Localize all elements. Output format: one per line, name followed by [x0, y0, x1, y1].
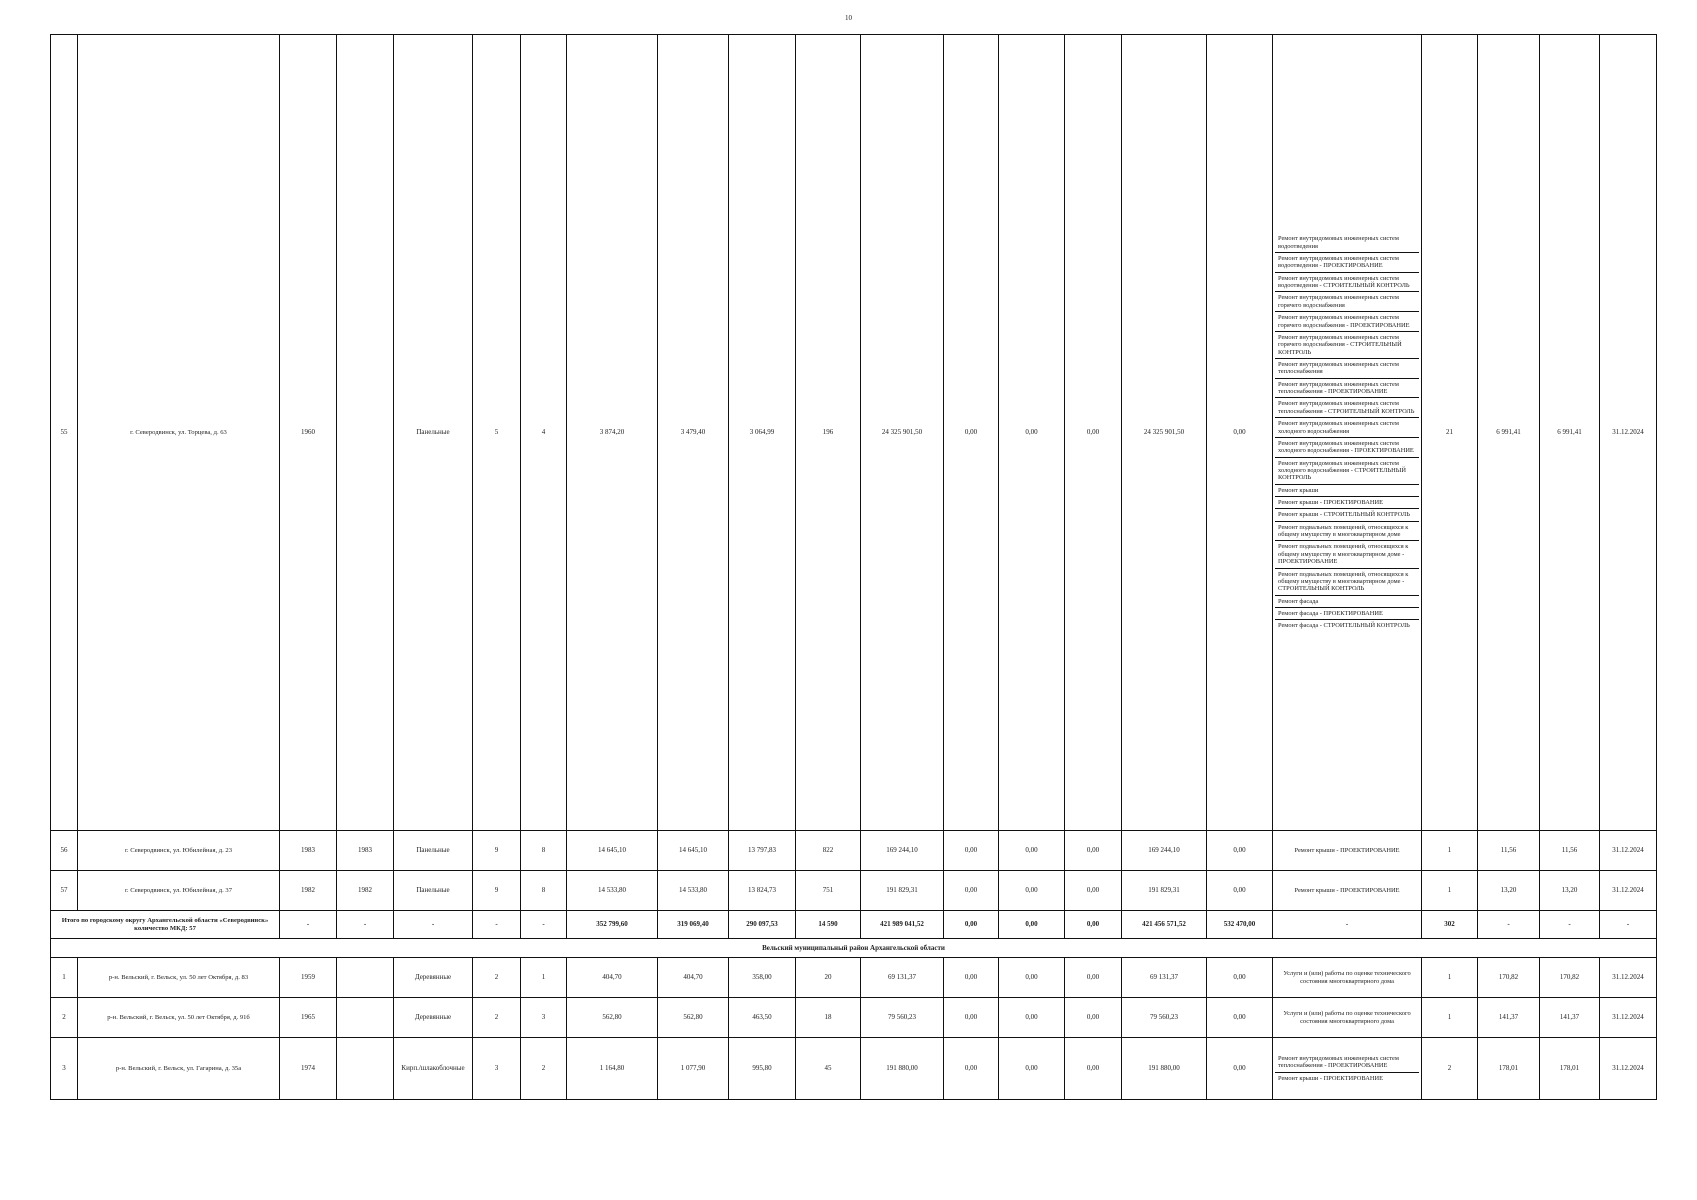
work-item: Услуги и (или) работы по оценке технического состояния многоквартирного дома — [1273, 958, 1422, 998]
fund-regional-cell: 0,00 — [999, 831, 1065, 871]
deadline-cell: 31.12.2024 — [1600, 35, 1657, 831]
unit-cost-cell: 13,20 — [1478, 871, 1540, 911]
address-cell: р-н. Вельский, г. Вельск, ул. 50 лет Октября, д. 83 — [78, 958, 280, 998]
fund-other-cell: 0,00 — [1207, 831, 1273, 871]
entrances-cell: 2 — [521, 1038, 567, 1100]
table-row — [51, 1038, 1657, 1100]
fund-owners-cell: 191 880,00 — [1122, 1038, 1207, 1100]
cost-total-cell: 191 829,31 — [861, 871, 944, 911]
work-item: Ремонт внутридомовых инженерных систем холодного водоснабжения - СТРОИТЕЛЬНЫЙ КОНТРОЛЬ — [1275, 458, 1419, 485]
placeholder-dash: - — [473, 911, 521, 939]
fund-other-cell: 0,00 — [1207, 998, 1273, 1038]
table-row — [51, 35, 1657, 831]
max-cost-cell: 11,56 — [1540, 831, 1600, 871]
fund-federal-cell: 0,00 — [944, 911, 999, 939]
premises-area-cell: 319 069,40 — [658, 911, 729, 939]
fund-local-cell: 0,00 — [1065, 35, 1122, 831]
fund-local-cell: 0,00 — [1065, 1038, 1122, 1100]
fund-local-cell: 0,00 — [1065, 871, 1122, 911]
walls-material-cell: Панельные — [394, 35, 473, 831]
walls-material-cell: Деревянные — [394, 998, 473, 1038]
address-cell: г. Северодвинск, ул. Торцева, д. 63 — [78, 35, 280, 831]
walls-material-cell: Панельные — [394, 871, 473, 911]
floors-cell: 9 — [473, 871, 521, 911]
table-row — [51, 998, 1657, 1038]
year-built-cell: 1959 — [280, 958, 337, 998]
total-area-cell: 404,70 — [567, 958, 658, 998]
fund-other-cell: 0,00 — [1207, 958, 1273, 998]
entrances-cell: 3 — [521, 998, 567, 1038]
year-reconstruction-cell — [337, 958, 394, 998]
fund-owners-cell: 24 325 901,50 — [1122, 35, 1207, 831]
premises-area-cell: 562,80 — [658, 998, 729, 1038]
residents-cell: 751 — [796, 871, 861, 911]
residents-cell: 45 — [796, 1038, 861, 1100]
work-item: Ремонт подвальных помещений, относящихся к общему имуществу в многоквартирном доме — [1275, 522, 1419, 542]
repair-program-table — [50, 34, 1657, 1100]
work-item: Ремонт внутридомовых инженерных систем водоотведения - ПРОЕКТИРОВАНИЕ — [1275, 253, 1419, 273]
work-item: Ремонт крыши — [1275, 485, 1419, 497]
address-cell: р-н. Вельский, г. Вельск, ул. Гагарина, д. 35а — [78, 1038, 280, 1100]
region-title: Вельский муниципальный район Архангельской области — [51, 939, 1657, 958]
fund-federal-cell: 0,00 — [944, 998, 999, 1038]
work-item: Ремонт внутридомовых инженерных систем теплоснабжения — [1275, 359, 1419, 379]
residents-cell: 196 — [796, 35, 861, 831]
work-count-cell: 1 — [1422, 998, 1478, 1038]
year-reconstruction-cell: 1983 — [337, 831, 394, 871]
living-area-cell: 995,80 — [729, 1038, 796, 1100]
row-number: 57 — [51, 871, 78, 911]
total-area-cell: 14 533,80 — [567, 871, 658, 911]
row-number: 3 — [51, 1038, 78, 1100]
premises-area-cell: 1 077,90 — [658, 1038, 729, 1100]
placeholder-dash: - — [1478, 911, 1540, 939]
works-list — [1275, 233, 1419, 631]
work-item: Ремонт внутридомовых инженерных систем водоотведения — [1275, 233, 1419, 253]
year-reconstruction-cell — [337, 1038, 394, 1100]
work-item: Ремонт внутридомовых инженерных систем теплоснабжения - ПРОЕКТИРОВАНИЕ — [1275, 379, 1419, 399]
work-item: Ремонт крыши - ПРОЕКТИРОВАНИЕ — [1275, 497, 1419, 509]
work-item: Ремонт внутридомовых инженерных систем теплоснабжения - СТРОИТЕЛЬНЫЙ КОНТРОЛЬ — [1275, 398, 1419, 418]
cost-total-cell: 24 325 901,50 — [861, 35, 944, 831]
residents-cell: 18 — [796, 998, 861, 1038]
total-area-cell: 1 164,80 — [567, 1038, 658, 1100]
premises-area-cell: 404,70 — [658, 958, 729, 998]
max-cost-cell: 178,01 — [1540, 1038, 1600, 1100]
fund-other-cell: 0,00 — [1207, 871, 1273, 911]
year-reconstruction-cell — [337, 998, 394, 1038]
max-cost-cell: 170,82 — [1540, 958, 1600, 998]
table-row — [51, 871, 1657, 911]
max-cost-cell: 13,20 — [1540, 871, 1600, 911]
fund-regional-cell: 0,00 — [999, 958, 1065, 998]
fund-regional-cell: 0,00 — [999, 35, 1065, 831]
walls-material-cell: Кирп./шлакоблочные — [394, 1038, 473, 1100]
deadline-cell: 31.12.2024 — [1600, 831, 1657, 871]
work-item: Ремонт фасада - СТРОИТЕЛЬНЫЙ КОНТРОЛЬ — [1278, 622, 1410, 630]
unit-cost-cell: 178,01 — [1478, 1038, 1540, 1100]
work-item: Ремонт внутридомовых инженерных систем горячего водоснабжения — [1275, 292, 1419, 312]
work-count-cell: 2 — [1422, 1038, 1478, 1100]
placeholder-dash: - — [1273, 911, 1422, 939]
work-item: Ремонт фасада — [1275, 596, 1419, 608]
cost-total-cell: 169 244,10 — [861, 831, 944, 871]
premises-area-cell: 14 645,10 — [658, 831, 729, 871]
works-list — [1275, 1053, 1419, 1084]
works-list-cell — [1273, 35, 1422, 831]
year-built-cell: 1983 — [280, 831, 337, 871]
fund-other-cell: 532 470,00 — [1207, 911, 1273, 939]
fund-other-cell: 0,00 — [1207, 1038, 1273, 1100]
fund-federal-cell: 0,00 — [944, 958, 999, 998]
placeholder-dash: - — [1600, 911, 1657, 939]
placeholder-dash: - — [280, 911, 337, 939]
row-number: 2 — [51, 998, 78, 1038]
max-cost-cell: 6 991,41 — [1540, 35, 1600, 831]
premises-area-cell: 14 533,80 — [658, 871, 729, 911]
cost-total-cell: 421 989 041,52 — [861, 911, 944, 939]
fund-owners-cell: 191 829,31 — [1122, 871, 1207, 911]
work-item: Ремонт внутридомовых инженерных систем холодного водоснабжения — [1275, 418, 1419, 438]
work-item: Ремонт внутридомовых инженерных систем холодного водоснабжения - ПРОЕКТИРОВАНИЕ — [1275, 438, 1419, 458]
work-count-cell: 302 — [1422, 911, 1478, 939]
total-row — [51, 911, 1657, 939]
floors-cell: 2 — [473, 998, 521, 1038]
living-area-cell: 13 797,83 — [729, 831, 796, 871]
living-area-cell: 3 064,99 — [729, 35, 796, 831]
fund-other-cell: 0,00 — [1207, 35, 1273, 831]
placeholder-dash: - — [521, 911, 567, 939]
cost-total-cell: 191 880,00 — [861, 1038, 944, 1100]
total-area-cell: 14 645,10 — [567, 831, 658, 871]
work-item: Ремонт крыши - ПРОЕКТИРОВАНИЕ — [1278, 1074, 1384, 1082]
work-item: Ремонт подвальных помещений, относящихся к общему имуществу в многоквартирном доме - ПРОЕКТИРОВАНИЕ — [1275, 541, 1419, 568]
deadline-cell: 31.12.2024 — [1600, 998, 1657, 1038]
page-number: 10 — [845, 14, 852, 22]
entrances-cell: 4 — [521, 35, 567, 831]
fund-regional-cell: 0,00 — [999, 998, 1065, 1038]
work-item: Ремонт крыши - СТРОИТЕЛЬНЫЙ КОНТРОЛЬ — [1275, 509, 1419, 521]
placeholder-dash: - — [1540, 911, 1600, 939]
fund-local-cell: 0,00 — [1065, 911, 1122, 939]
floors-cell: 2 — [473, 958, 521, 998]
year-built-cell: 1974 — [280, 1038, 337, 1100]
address-cell: г. Северодвинск, ул. Юбилейная, д. 23 — [78, 831, 280, 871]
walls-material-cell: Деревянные — [394, 958, 473, 998]
fund-local-cell: 0,00 — [1065, 831, 1122, 871]
total-area-cell: 3 874,20 — [567, 35, 658, 831]
fund-owners-cell: 169 244,10 — [1122, 831, 1207, 871]
deadline-cell: 31.12.2024 — [1600, 958, 1657, 998]
work-count-cell: 21 — [1422, 35, 1478, 831]
unit-cost-cell: 6 991,41 — [1478, 35, 1540, 831]
table-row — [51, 958, 1657, 998]
living-area-cell: 13 824,73 — [729, 871, 796, 911]
fund-federal-cell: 0,00 — [944, 1038, 999, 1100]
row-number: 1 — [51, 958, 78, 998]
fund-federal-cell: 0,00 — [944, 35, 999, 831]
fund-local-cell: 0,00 — [1065, 998, 1122, 1038]
work-item: Ремонт фасада - ПРОЕКТИРОВАНИЕ — [1275, 608, 1419, 620]
year-reconstruction-cell: 1982 — [337, 871, 394, 911]
deadline-cell: 31.12.2024 — [1600, 1038, 1657, 1100]
work-item: Ремонт внутридомовых инженерных систем теплоснабжения - ПРОЕКТИРОВАНИЕ — [1275, 1053, 1419, 1073]
max-cost-cell: 141,37 — [1540, 998, 1600, 1038]
work-item: Ремонт подвальных помещений, относящихся к общему имуществу в многоквартирном доме - СТРОИТЕЛЬНЫЙ КОНТРОЛЬ — [1275, 569, 1419, 596]
fund-federal-cell: 0,00 — [944, 871, 999, 911]
work-item: Ремонт крыши - ПРОЕКТИРОВАНИЕ — [1273, 831, 1422, 871]
total-area-cell: 352 799,60 — [567, 911, 658, 939]
address-cell: г. Северодвинск, ул. Юбилейная, д. 37 — [78, 871, 280, 911]
work-item: Ремонт внутридомовых инженерных систем горячего водоснабжения - ПРОЕКТИРОВАНИЕ — [1275, 312, 1419, 332]
fund-regional-cell: 0,00 — [999, 911, 1065, 939]
fund-federal-cell: 0,00 — [944, 831, 999, 871]
residents-cell: 822 — [796, 831, 861, 871]
entrances-cell: 8 — [521, 831, 567, 871]
total-label: Итого по городскому округу Архангельской области «Северодвинск» количество МКД: 57 — [51, 911, 280, 939]
fund-local-cell: 0,00 — [1065, 958, 1122, 998]
work-count-cell: 1 — [1422, 958, 1478, 998]
living-area-cell: 463,50 — [729, 998, 796, 1038]
floors-cell: 5 — [473, 35, 521, 831]
unit-cost-cell: 170,82 — [1478, 958, 1540, 998]
unit-cost-cell: 11,56 — [1478, 831, 1540, 871]
placeholder-dash: - — [394, 911, 473, 939]
work-item: Услуги и (или) работы по оценке технического состояния многоквартирного дома — [1273, 998, 1422, 1038]
work-item: Ремонт внутридомовых инженерных систем горячего водоснабжения - СТРОИТЕЛЬНЫЙ КОНТРОЛЬ — [1275, 332, 1419, 359]
floors-cell: 3 — [473, 1038, 521, 1100]
living-area-cell: 358,00 — [729, 958, 796, 998]
works-list-cell — [1273, 1038, 1422, 1100]
total-area-cell: 562,80 — [567, 998, 658, 1038]
deadline-cell: 31.12.2024 — [1600, 871, 1657, 911]
floors-cell: 9 — [473, 831, 521, 871]
address-cell: р-н. Вельский, г. Вельск, ул. 50 лет Октября, д. 91б — [78, 998, 280, 1038]
entrances-cell: 8 — [521, 871, 567, 911]
fund-owners-cell: 421 456 571,52 — [1122, 911, 1207, 939]
fund-owners-cell: 79 560,23 — [1122, 998, 1207, 1038]
row-number: 55 — [51, 35, 78, 831]
region-header-row — [51, 939, 1657, 958]
year-built-cell: 1960 — [280, 35, 337, 831]
row-number: 56 — [51, 831, 78, 871]
fund-regional-cell: 0,00 — [999, 871, 1065, 911]
year-built-cell: 1982 — [280, 871, 337, 911]
year-reconstruction-cell — [337, 35, 394, 831]
work-item: Ремонт крыши - ПРОЕКТИРОВАНИЕ — [1273, 871, 1422, 911]
work-count-cell: 1 — [1422, 871, 1478, 911]
placeholder-dash: - — [337, 911, 394, 939]
table-row — [51, 831, 1657, 871]
premises-area-cell: 3 479,40 — [658, 35, 729, 831]
entrances-cell: 1 — [521, 958, 567, 998]
year-built-cell: 1965 — [280, 998, 337, 1038]
unit-cost-cell: 141,37 — [1478, 998, 1540, 1038]
work-count-cell: 1 — [1422, 831, 1478, 871]
living-area-cell: 290 097,53 — [729, 911, 796, 939]
cost-total-cell: 79 560,23 — [861, 998, 944, 1038]
walls-material-cell: Панельные — [394, 831, 473, 871]
cost-total-cell: 69 131,37 — [861, 958, 944, 998]
residents-cell: 14 590 — [796, 911, 861, 939]
residents-cell: 20 — [796, 958, 861, 998]
work-item: Ремонт внутридомовых инженерных систем водоотведения - СТРОИТЕЛЬНЫЙ КОНТРОЛЬ — [1275, 273, 1419, 293]
fund-owners-cell: 69 131,37 — [1122, 958, 1207, 998]
fund-regional-cell: 0,00 — [999, 1038, 1065, 1100]
